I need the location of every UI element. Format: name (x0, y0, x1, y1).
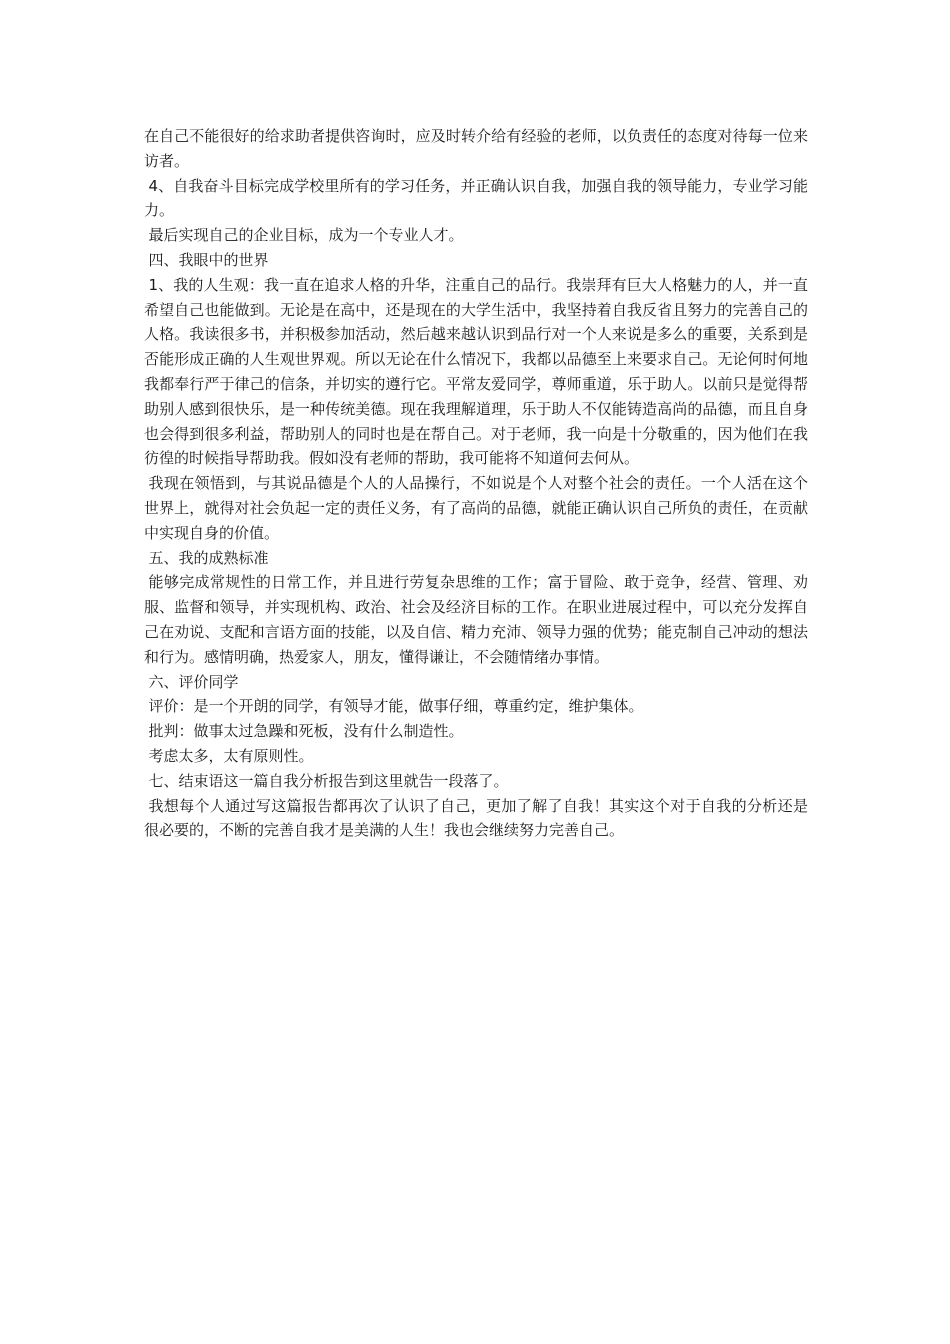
paragraph-conclusion: 我想每个人通过写这篇报告都再次了认识了自己，更加了解了自我！其实这个对于自我的分析还是很必要的，不断的完善自我才是美满的人生！我也会继续努力完善自己。 (144, 796, 808, 840)
paragraph-moral-responsibility: 我现在领悟到，与其说品德是个人的人品操行，不如说是个人对整个社会的责任。一个人活在这个世界上，就得对社会负起一定的责任义务，有了高尚的品德，就能正确认识自己所负的责任，在贡献中实现自身的价值。 (144, 474, 808, 542)
paragraph-overthinking: 考虑太多，太有原则性。 (148, 746, 314, 765)
section-heading-peer-evaluation: 六、评价同学 (148, 672, 239, 691)
paragraph-outlook-on-life: 1、我的人生观：我一直在追求人格的升华，注重自己的品行。我崇拜有巨大人格魅力的人，并一直希望自己也能做到。无论是在高中，还是现在的大学生活中，我坚持着自我反省且努力的完善自己的人格。我读很多书，并积极参加活动，然后越来越认识到品行对一个人来说是多么的重要，关系到是否能形成正确的人生观世界观。所以无论在什么情况下，我都以品德至上来要求自己。无论何时何地我都奉行严于律己的信条，并切实的遵行它。平常友爱同学，尊师重道，乐于助人。以前只是觉得帮助别人感到很快乐，是一种传统美德。现在我理解道理，乐于助人不仅能铸造高尚的品德，而且自身也会得到很多利益，帮助别人的同时也是在帮自己。对于老师，我一向是十分敬重的，因为他们在我彷徨的时候指导帮助我。假如没有老师的帮助，我可能将不知道何去何从。 (144, 275, 808, 468)
section-heading-world-view: 四、我眼中的世界 (148, 250, 269, 269)
section-heading-maturity-standard: 五、我的成熟标准 (148, 548, 269, 567)
paragraph-maturity-standard: 能够完成常规性的日常工作，并且进行劳复杂思维的工作；富于冒险、敢于竞争，经营、管理、劝服、监督和领导，并实现机构、政治、社会及经济目标的工作。在职业进展过程中，可以充分发挥自己在劝说、支配和言语方面的技能，以及自信、精力充沛、领导力强的优势；能克制自己冲动的想法和行为。感情明确，热爱家人，朋友，懂得谦让，不会随情绪办事情。 (144, 573, 808, 666)
section-heading-conclusion: 七、结束语这一篇自我分析报告到这里就告一段落了。 (148, 771, 509, 790)
paragraph-evaluation: 评价：是一个开朗的同学，有领导才能，做事仔细，尊重约定，维护集体。 (148, 697, 644, 716)
paragraph-final-goal: 最后实现自己的企业目标，成为一个专业人才。 (148, 226, 464, 245)
paragraph-goal-4: 4、自我奋斗目标完成学校里所有的学习任务，并正确认识自我，加强自我的领导能力，专业学习能力。 (144, 176, 808, 220)
paragraph-counseling-referral: 在自己不能很好的给求助者提供咨询时，应及时转介给有经验的老师，以负责任的态度对待每一位来访者。 (144, 127, 808, 170)
paragraph-criticism: 批判：做事太过急躁和死板，没有什么制造性。 (148, 722, 464, 741)
document-body (144, 124, 808, 843)
